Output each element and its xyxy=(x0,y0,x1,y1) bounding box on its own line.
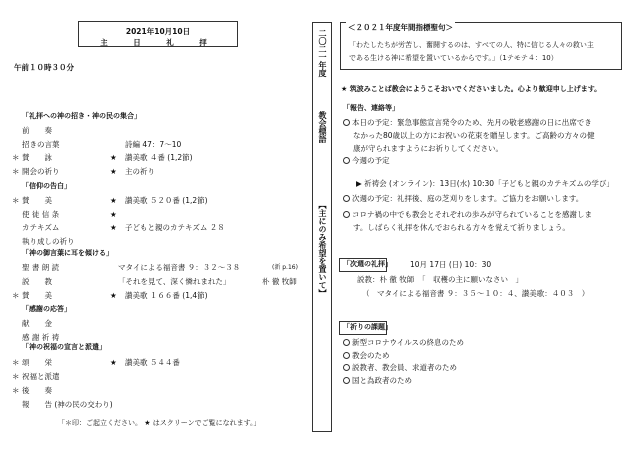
screen-star-mark: ★ xyxy=(110,167,117,176)
screen-star-mark: ★ xyxy=(110,196,117,205)
annual-verse-line: である生ける神に希望を置いているからです。」（1テモテ４：10） xyxy=(349,54,558,62)
report-item-text: 次週の予定：礼拝後、庭の芝刈りをします。ご協力をお願いします。 xyxy=(352,194,584,203)
liturgy-item-label: 感 謝 祈 祷 xyxy=(22,333,60,342)
required-standing-mark: ＊ xyxy=(12,358,20,367)
circle-bullet-icon xyxy=(343,352,350,359)
required-standing-mark: ＊ xyxy=(12,196,20,205)
liturgy-footer: 「＊印：ご起立ください。 ★ はスクリーンでご覧になれます。」 xyxy=(58,419,261,427)
liturgy-item-label: 使 徒 信 条 xyxy=(22,210,60,219)
vertical-year: 二〇二一年度 xyxy=(318,29,327,77)
section-heading: 「信仰の告白」 xyxy=(22,182,71,190)
screen-star-mark: ★ xyxy=(110,210,117,219)
annual-verse-title: ＜２０２１年度年間指標聖句＞ xyxy=(348,23,453,32)
report-item-text: 康が守られますようにお祈りしてください。 xyxy=(353,144,503,153)
liturgy-item-label: 執り成しの祈り xyxy=(22,237,75,246)
liturgy-item-content: 「それを見て、深く憐れまれた」 xyxy=(118,277,231,286)
liturgy-item-label: カテキズム xyxy=(22,223,60,232)
report-item-line xyxy=(353,145,503,153)
screen-star-mark: ★ xyxy=(110,358,117,367)
prayer-item xyxy=(343,377,412,385)
prayer-item-text: 説教者、教会員、求道者のため xyxy=(352,363,457,372)
report-item-line xyxy=(343,211,592,219)
circle-bullet-icon xyxy=(343,339,350,346)
section-heading: 「神の祝福の宣言と派遣」 xyxy=(22,343,106,351)
report-item-text: す。しばらく礼拝を休んでおられる方々を覚えて祈りましょう。 xyxy=(353,223,570,232)
section-heading: 「神の御言葉に耳を傾ける」 xyxy=(22,249,113,257)
circle-bullet-icon xyxy=(343,364,350,371)
report-item-line xyxy=(343,157,390,165)
liturgy-item-label: 前 奏 xyxy=(22,126,52,135)
service-time: 午前１０時３０分 xyxy=(14,63,74,72)
prayer-title: 「祈りの課題」 xyxy=(343,323,392,331)
liturgy-item-note: 朴 徹 牧師 xyxy=(262,277,297,286)
liturgy-item-content: 讃美歌 １６６番 (1,4節) xyxy=(125,291,208,300)
section-heading: 「感謝の応答」 xyxy=(22,305,71,313)
liturgy-item-content: 讃美歌 ５２０番 (1,2節) xyxy=(125,196,208,205)
liturgy-item-content: 讃美歌 ４番 (1,2節) xyxy=(125,153,193,162)
circle-bullet-icon xyxy=(343,377,350,384)
liturgy-item-content: 主の祈り xyxy=(125,167,155,176)
service-title-box xyxy=(78,21,238,47)
prayer-item-text: 新型コロナウイルスの終息のため xyxy=(352,338,465,347)
liturgy-item-label: 賛 美 xyxy=(22,291,52,300)
liturgy-item-label: 頌 栄 xyxy=(22,358,52,367)
report-item-text: 本日の予定：緊急事態宣言発令のため、先月の敬老感謝の日に出席でき xyxy=(352,118,592,127)
liturgy-item-label: 説 教 xyxy=(22,277,52,286)
annual-verse-line: 「わたしたちが労苦し、奮闘するのは、すべての人、特に信じる人々の救い主 xyxy=(349,41,594,49)
liturgy-item-note: (新 p.16) xyxy=(272,264,298,271)
liturgy-item-label: 祝福と派遣 xyxy=(22,372,60,381)
report-item-text: コロナ禍の中でも教会とそれぞれの歩みが守られていることを感謝しま xyxy=(352,210,592,219)
vertical-motto: 【主にのみ希望を置いて】 xyxy=(318,201,327,297)
liturgy-item-label: 聖 書 朗 読 xyxy=(22,263,60,272)
screen-star-mark: ★ xyxy=(110,291,117,300)
reports-title: 「報告、連絡等」 xyxy=(343,104,399,112)
service-date: 2021年10月10日 xyxy=(125,27,191,36)
next-service-reference: （ マタイによる福音書 ９：３５〜１０：４、讃美歌：４０３ ） xyxy=(362,289,590,298)
prayer-item-text: 教会のため xyxy=(352,350,390,360)
liturgy-item-label: 招きの言葉 xyxy=(22,140,60,149)
section-heading: 「礼拝への神の招き・神の民の集合」 xyxy=(22,112,141,120)
liturgy-item-label: 後 奏 xyxy=(22,386,52,395)
welcome-message: ★ 筑波みことば教会にようこそおいでくださいました。心より歓迎申し上げます。 xyxy=(341,85,602,93)
required-standing-mark: ＊ xyxy=(12,372,20,381)
report-item-text: 今週の予定 xyxy=(352,156,390,165)
report-item-line xyxy=(353,224,570,232)
screen-star-mark: ★ xyxy=(110,153,117,162)
report-item-line xyxy=(343,119,592,127)
liturgy-item-label: 賛 美 xyxy=(22,196,52,205)
next-service-sermon: 説教：朴 徹 牧師 「 収穫の主に願いなさい 」 xyxy=(357,275,524,284)
annual-verse-box xyxy=(340,22,622,70)
prayer-item xyxy=(343,339,464,347)
next-service-time: 10月 17日 (日) 10：30 xyxy=(410,260,492,269)
liturgy-item-content: 讃美歌 ５４４番 xyxy=(125,358,180,367)
circle-bullet-icon xyxy=(343,211,350,218)
circle-bullet-icon xyxy=(343,119,350,126)
liturgy-item-content: 詩編 47：7〜10 xyxy=(125,140,182,149)
report-item-text: なかった80歳以上の方にお祝いの花束を贈呈します。ご高齢の方々の健 xyxy=(353,131,595,140)
prayer-meeting-schedule: ▶ 祈祷会 (オンライン)：13日(水) 10:30「子どもと親のカテキズムの学び」 xyxy=(356,179,614,188)
vertical-motto-column xyxy=(312,22,332,432)
liturgy-item-content: マタイによる福音書 ９：３２〜３８ xyxy=(118,263,241,272)
required-standing-mark: ＊ xyxy=(12,386,20,395)
required-standing-mark: ＊ xyxy=(12,167,20,176)
prayer-item xyxy=(343,364,457,372)
prayer-item xyxy=(343,352,390,360)
prayer-item-text: 国と為政者のため xyxy=(352,375,412,385)
circle-bullet-icon xyxy=(343,195,350,202)
liturgy-item-label: 賛 詠 xyxy=(22,153,52,162)
liturgy-item-label: 献 金 xyxy=(22,319,52,328)
service-title: 主 日 礼 拝 xyxy=(100,38,216,47)
report-item-line xyxy=(343,195,583,203)
vertical-label: 教会標語 xyxy=(318,111,327,143)
required-standing-mark: ＊ xyxy=(12,153,20,162)
next-service-title: 「次週の礼拝」 xyxy=(343,260,392,268)
liturgy-item-label: 報 告 (神の民の交わり) xyxy=(22,400,113,409)
liturgy-item-label: 開会の祈り xyxy=(22,167,60,176)
screen-star-mark: ★ xyxy=(110,223,117,232)
liturgy-item-content: 子どもと親のカテキズム ２８ xyxy=(125,223,225,232)
report-item-line xyxy=(353,132,594,140)
required-standing-mark: ＊ xyxy=(12,291,20,300)
circle-bullet-icon xyxy=(343,157,350,164)
